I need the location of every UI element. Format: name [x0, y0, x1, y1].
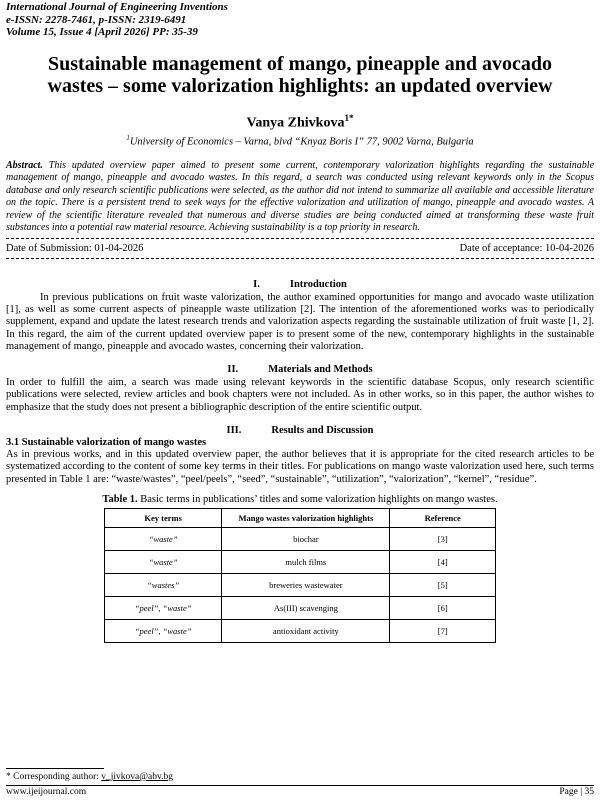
table-cell: antioxidant activity	[222, 619, 390, 642]
section-title: Introduction	[289, 278, 347, 290]
table-row	[105, 573, 496, 596]
dates-row	[6, 242, 594, 255]
introduction-paragraph: In previous publications on fruit waste valorization, the author examined opportunities for mango and avocado waste utilization [1], as well as some current aspects of pineapple waste utilization [2]. The intention of the aforementioned works was to periodically supplement, expand and update the latest research trends and valorization aspects regarding the sustainable utilization of fruit waste [1, 2]. In this regard, the aim of the current updated overview paper is to present some of the new, contemporary highlights in the sustainable management of mango, pineapple and avocado wastes, concerning their valorization.	[6, 291, 594, 352]
table-cell: “waste”	[105, 527, 222, 550]
abstract-text: This updated overview paper aimed to present some current, contemporary valorization highlights regarding the sustainable management of mango, pineapple and avocado wastes. In this regard, a search was conducted using relevant keywords only in the Scopus database and only research scientific publications were selected, as the author did not intend to summarize all available and accessible literature on the topic. There is a persistent trend to seek ways for the effective valorization and utilization of mango, pineapple and avocado wastes. A review of the scientific literature revealed that numerous and diverse studies are being conducted aimed at transforming these waste fruit substances into a potential raw material resource. Achieving sustainability is a top priority in research.	[6, 159, 595, 234]
section-heading-results	[6, 425, 594, 436]
results-paragraph: As in previous works, and in this updated overview paper, the author believes that it is appropriate for the cited research articles to be systematized according to the content of some key terms in their titles. For publications on mango waste valorization used here, such terms presented in Table 1 are: “waste/wastes”, “peel/peels”, “seed”, “sustainable”, “utilization”, “valorization”, “kernel”, “residue”.	[6, 449, 594, 485]
section-number: I.	[253, 278, 260, 290]
table-cell: “wastes”	[105, 573, 222, 596]
author-line	[6, 113, 594, 132]
section-heading-methods	[6, 364, 594, 375]
table-cell: “peel”, “waste”	[105, 596, 222, 619]
section-heading-introduction	[6, 279, 594, 290]
table-caption	[6, 494, 594, 505]
table-header-row	[105, 508, 496, 527]
dashed-divider-top	[6, 238, 594, 239]
journal-name: International Journal of Engineering Inventions	[6, 1, 228, 13]
table-cell: [6]	[390, 596, 496, 619]
abstract	[6, 160, 594, 235]
table-row	[105, 550, 496, 573]
table-cell: [4]	[390, 550, 496, 573]
table-cell: biochar	[222, 527, 390, 550]
subsection-heading: 3.1 Sustainable valorization of mango wastes	[6, 437, 207, 449]
page-number: Page | 35	[559, 787, 594, 797]
author-name: Vanya Zhivkova	[246, 115, 345, 131]
table-cell: [7]	[390, 619, 496, 642]
column-header: Key terms	[105, 508, 222, 527]
table-caption-text: Basic terms in publications’ titles and some valorization highlights on mango wastes.	[140, 493, 498, 505]
footnote-divider	[6, 768, 104, 769]
table-label: Table 1.	[102, 493, 138, 505]
methods-paragraph: In order to fulfill the aim, a search was made using relevant keywords in the scientific database Scopus, only research scientific publications were selected, review articles and book chapters were not included. As in other works, so in this paper, the author wishes to emphasize that the study does not present a bibliographic description of the entire scientific output.	[6, 377, 594, 413]
acceptance-date: Date of acceptance: 10-04-2026	[459, 242, 594, 254]
section-title: Materials and Methods	[268, 364, 373, 376]
dashed-divider-bottom	[6, 258, 594, 259]
submission-date: Date of Submission: 01-04-2026	[6, 242, 144, 254]
journal-issn: e-ISSN: 2278-7461, p-ISSN: 2319-6491	[6, 13, 187, 26]
table-row	[105, 596, 496, 619]
table-row	[105, 527, 496, 550]
table-1	[104, 508, 496, 643]
column-header: Mango wastes valorization highlights	[222, 508, 390, 527]
table-cell: [5]	[390, 573, 496, 596]
table-cell: breweries wastewater	[222, 573, 390, 596]
abstract-label: Abstract.	[6, 159, 43, 171]
table-cell: mulch films	[222, 550, 390, 573]
affiliation-mark: 1	[126, 134, 130, 143]
table-row	[105, 619, 496, 642]
table-cell: “peel”, “waste”	[105, 619, 222, 642]
section-title: Results and Discussion	[271, 425, 374, 437]
author-email-link[interactable]: v_jivkova@abv.bg	[101, 772, 173, 782]
section-number: II.	[227, 364, 239, 376]
paper-title: Sustainable management of mango, pineapple and avocado wastes – some valorization highlights: an updated overview	[47, 52, 553, 97]
affiliation-text: University of Economics – Varna, blvd “Knyaz Boris I” 77, 9002 Varna, Bulgaria	[129, 136, 474, 148]
footnote-label: * Corresponding author:	[6, 772, 99, 782]
table-cell: [3]	[390, 527, 496, 550]
table-cell: “waste”	[105, 550, 222, 573]
footer-website[interactable]: www.ijeijournal.com	[6, 787, 87, 797]
journal-header	[6, 0, 594, 39]
affiliation	[6, 134, 594, 148]
page-footer	[6, 785, 594, 797]
table-cell: As(III) scavenging	[222, 596, 390, 619]
journal-volume: Volume 15, Issue 4 [April 2026] PP: 35-39	[6, 26, 198, 38]
author-mark: 1*	[344, 112, 354, 123]
section-number: III.	[226, 425, 242, 437]
column-header: Reference	[390, 508, 496, 527]
footnote	[6, 772, 173, 782]
